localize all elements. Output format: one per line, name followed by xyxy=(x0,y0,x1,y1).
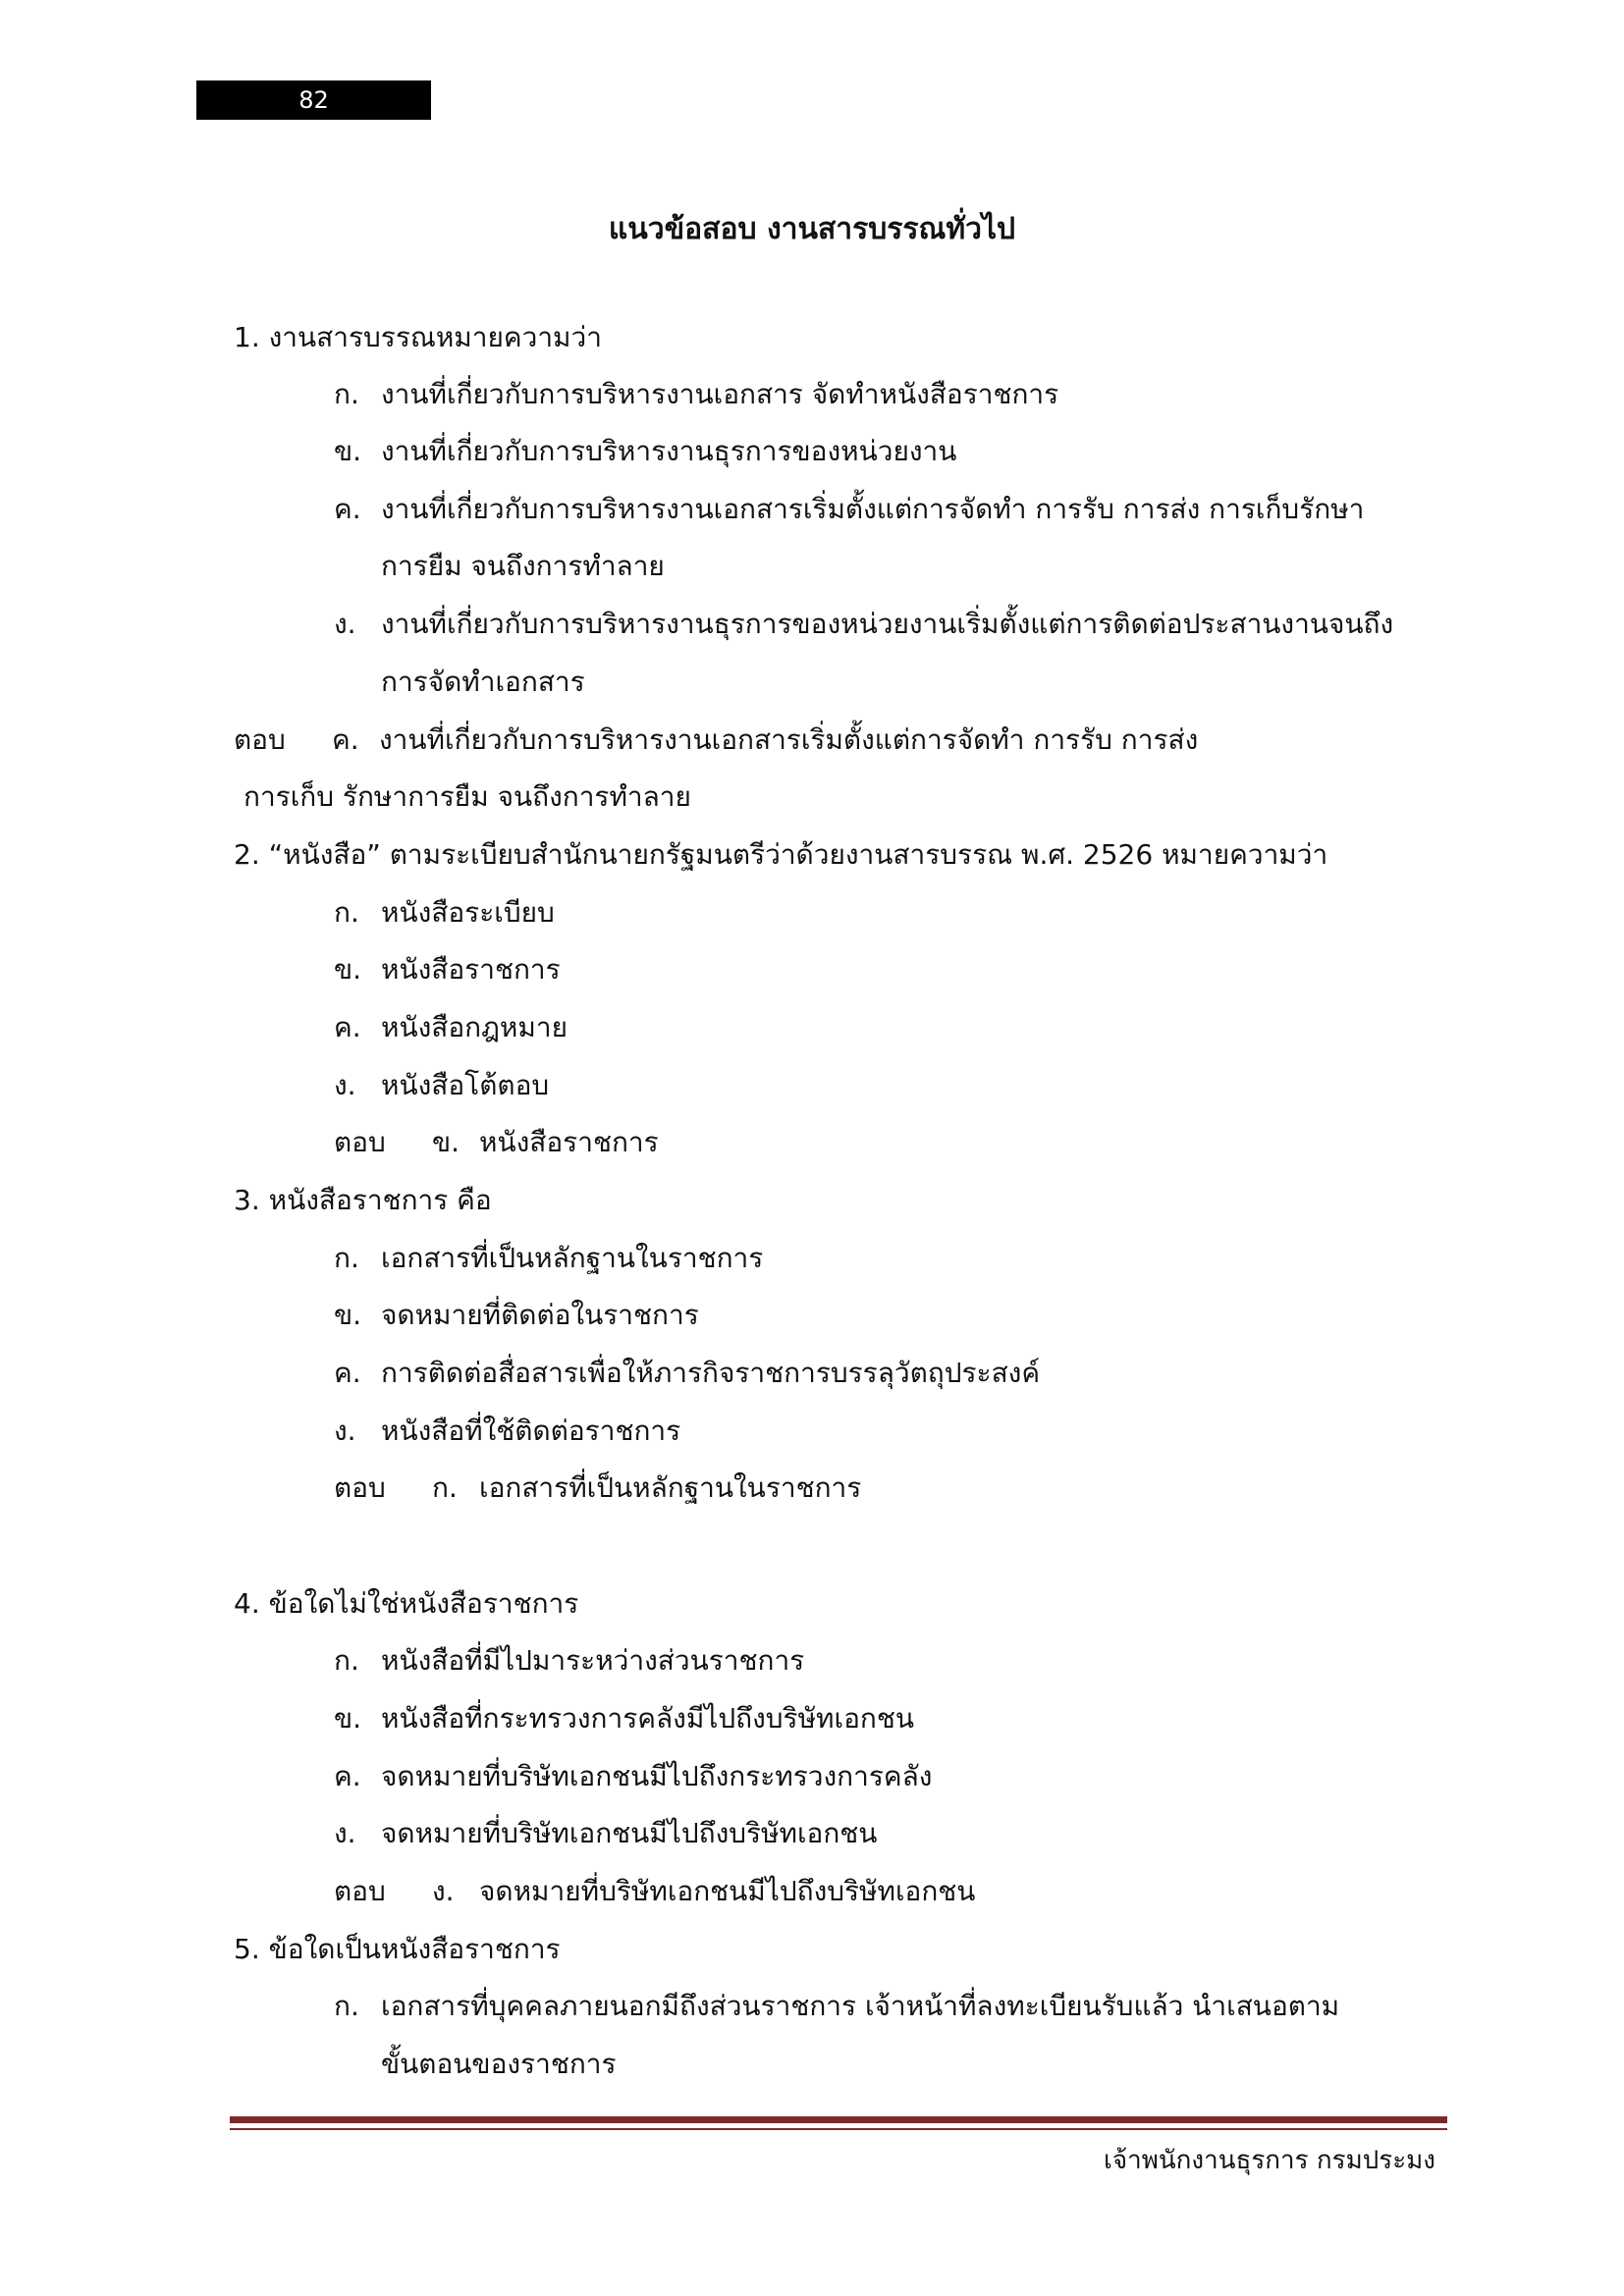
option-text: หนังสือกฎหมาย xyxy=(381,1011,568,1043)
option-text: หนังสือที่มีไปมาระหว่างส่วนราชการ xyxy=(381,1644,805,1677)
option-2b xyxy=(334,950,561,989)
option-text: หนังสือโต้ตอบ xyxy=(381,1069,550,1101)
option-marker: ค. xyxy=(334,493,361,525)
page-number: 82 xyxy=(196,80,431,120)
answer-marker: ข. xyxy=(432,1126,460,1158)
answer-marker: ง. xyxy=(432,1875,455,1907)
option-text: งานที่เกี่ยวกับการบริหารงานธุรการของหน่วยงาน xyxy=(381,435,957,467)
option-3c xyxy=(334,1354,1040,1393)
answer-text: เอกสารที่เป็นหลักฐานในราชการ xyxy=(479,1471,862,1504)
option-1c xyxy=(334,490,1364,529)
option-marker: ก. xyxy=(334,378,359,410)
answer-label: ตอบ xyxy=(334,1875,386,1907)
option-text: หนังสือราชการ xyxy=(381,953,561,986)
option-text: จดหมายที่บริษัทเอกชนมีไปถึงกระทรวงการคลัง xyxy=(381,1760,933,1792)
option-marker: ข. xyxy=(334,435,362,467)
option-2a xyxy=(334,893,555,933)
option-4b xyxy=(334,1699,914,1738)
option-marker: ก. xyxy=(334,1990,359,2022)
answer-text: หนังสือราชการ xyxy=(479,1126,659,1158)
option-marker: ข. xyxy=(334,1299,362,1331)
option-marker: ก. xyxy=(334,896,359,929)
question-text: งานสารบรรณหมายความว่า xyxy=(268,321,602,353)
answer-1 xyxy=(234,721,1198,760)
question-text: หนังสือราชการ คือ xyxy=(268,1184,492,1216)
option-1b xyxy=(334,432,956,471)
question-1 xyxy=(234,318,602,357)
option-marker: ง. xyxy=(334,1415,356,1447)
option-5a xyxy=(334,1987,1339,2026)
option-text: งานที่เกี่ยวกับการบริหารงานเอกสาร จัดทำหนังสือราชการ xyxy=(381,378,1059,410)
option-text: หนังสือที่ใช้ติดต่อราชการ xyxy=(381,1415,681,1447)
option-text: เอกสารที่บุคคลภายนอกมีถึงส่วนราชการ เจ้าหน้าที่ลงทะเบียนรับแล้ว นำเสนอตาม xyxy=(381,1990,1340,2022)
option-marker: ข. xyxy=(334,953,362,986)
question-2 xyxy=(234,835,1327,875)
option-marker: ง. xyxy=(334,608,356,640)
option-text: จดหมายที่ติดต่อในราชการ xyxy=(381,1299,699,1331)
question-number: 2. xyxy=(234,838,260,871)
option-4d xyxy=(334,1814,877,1853)
option-3d xyxy=(334,1412,680,1451)
option-1c-continued: การยืม จนถึงการทำลาย xyxy=(381,550,665,582)
option-marker: ง. xyxy=(334,1069,356,1101)
option-marker: ง. xyxy=(334,1817,356,1849)
answer-text: งานที่เกี่ยวกับการบริหารงานเอกสารเริ่มตั้งแต่การจัดทำ การรับ การส่ง xyxy=(379,723,1199,756)
answer-text: จดหมายที่บริษัทเอกชนมีไปถึงบริษัทเอกชน xyxy=(479,1875,976,1907)
option-marker: ค. xyxy=(334,1760,361,1792)
option-text: หนังสือที่กระทรวงการคลังมีไปถึงบริษัทเอกชน xyxy=(381,1702,914,1735)
footer-rule-thin xyxy=(230,2128,1447,2130)
answer-label: ตอบ xyxy=(234,723,286,756)
question-text: “หนังสือ” ตามระเบียบสำนักนายกรัฐมนตรีว่าด้วยงานสารบรรณ พ.ศ. 2526 หมายความว่า xyxy=(268,838,1328,871)
footer-text: เจ้าพนักงานธุรการ กรมประมง xyxy=(1104,2146,1435,2175)
question-text: ข้อใดไม่ใช่หนังสือราชการ xyxy=(268,1587,579,1620)
option-text: จดหมายที่บริษัทเอกชนมีไปถึงบริษัทเอกชน xyxy=(381,1817,878,1849)
answer-1-continued: การเก็บ รักษาการยืม จนถึงการทำลาย xyxy=(244,780,691,813)
option-marker: ค. xyxy=(334,1011,361,1043)
question-5 xyxy=(234,1930,561,1969)
question-3 xyxy=(234,1181,492,1220)
option-1d xyxy=(334,605,1393,644)
answer-marker: ค. xyxy=(332,723,359,756)
option-text: งานที่เกี่ยวกับการบริหารงานเอกสารเริ่มตั้งแต่การจัดทำ การรับ การส่ง การเก็บรักษา xyxy=(381,493,1365,525)
option-text: การติดต่อสื่อสารเพื่อให้ภารกิจราชการบรรลุวัตถุประสงค์ xyxy=(381,1357,1041,1389)
answer-marker: ก. xyxy=(432,1471,458,1504)
option-text: หนังสือระเบียบ xyxy=(381,896,555,929)
question-number: 4. xyxy=(234,1587,260,1620)
option-marker: ค. xyxy=(334,1357,361,1389)
option-4c xyxy=(334,1757,932,1796)
option-marker: ก. xyxy=(334,1644,359,1677)
option-5a-continued: ขั้นตอนของราชการ xyxy=(381,2048,617,2080)
page-title: แนวข้อสอบ งานสารบรรณทั่วไป xyxy=(608,212,1016,246)
option-4a xyxy=(334,1641,804,1681)
question-4 xyxy=(234,1584,578,1624)
question-text: ข้อใดเป็นหนังสือราชการ xyxy=(268,1933,561,1965)
option-3a xyxy=(334,1239,763,1278)
option-1d-continued: การจัดทำเอกสาร xyxy=(381,666,585,698)
footer-rule xyxy=(230,2116,1447,2123)
option-2c xyxy=(334,1008,568,1047)
answer-4 xyxy=(334,1872,975,1911)
answer-label: ตอบ xyxy=(334,1126,386,1158)
option-2d xyxy=(334,1066,549,1105)
option-text: งานที่เกี่ยวกับการบริหารงานธุรการของหน่วยงานเริ่มตั้งแต่การติดต่อประสานงานจนถึง xyxy=(381,608,1394,640)
option-marker: ข. xyxy=(334,1702,362,1735)
option-text: เอกสารที่เป็นหลักฐานในราชการ xyxy=(381,1242,764,1274)
question-number: 1. xyxy=(234,321,260,353)
answer-3 xyxy=(334,1468,861,1508)
option-3b xyxy=(334,1296,699,1335)
answer-label: ตอบ xyxy=(334,1471,386,1504)
answer-2 xyxy=(334,1123,659,1162)
option-1a xyxy=(334,375,1058,414)
option-marker: ก. xyxy=(334,1242,359,1274)
question-number: 5. xyxy=(234,1933,260,1965)
question-number: 3. xyxy=(234,1184,260,1216)
